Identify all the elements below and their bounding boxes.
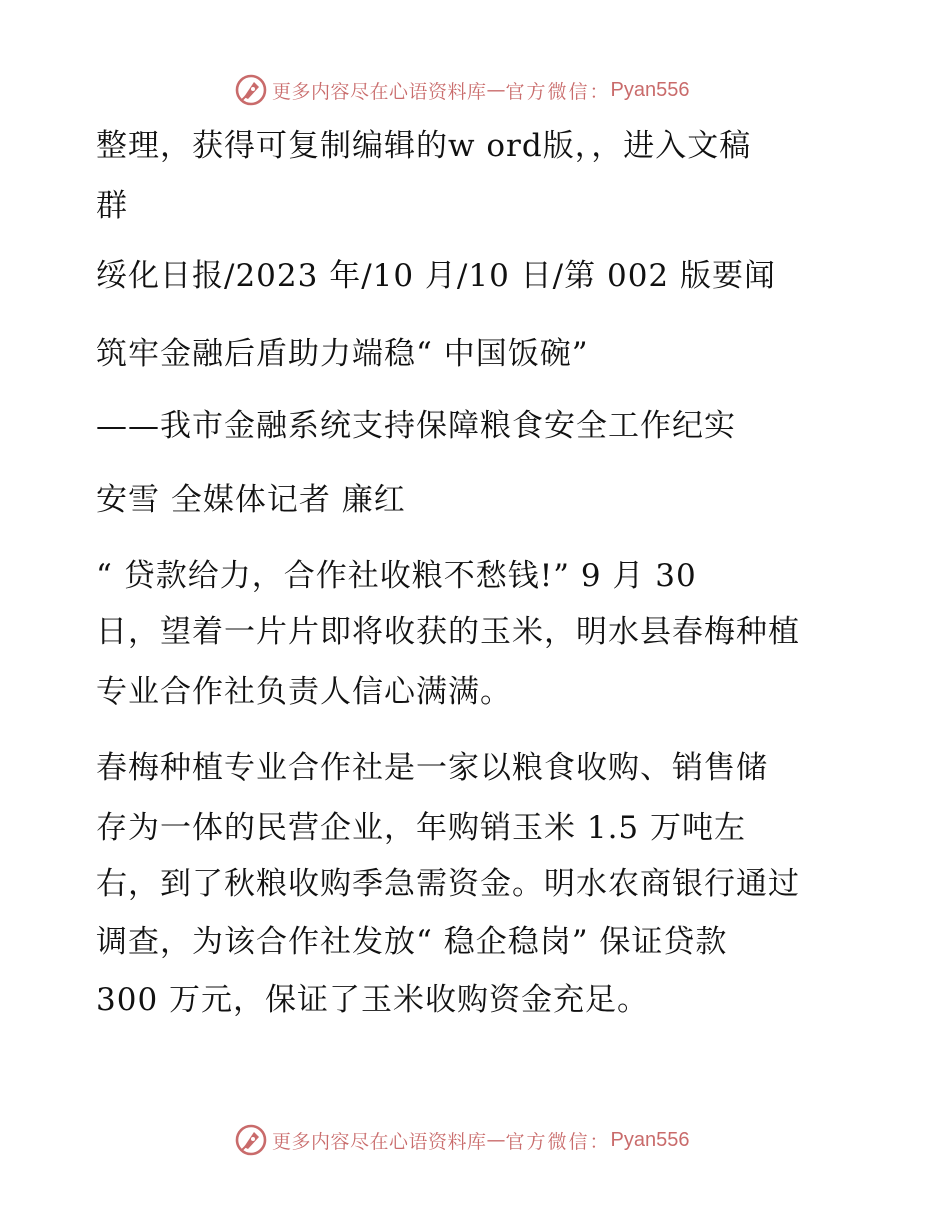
body-line-9: 专业合作社负责人信心满满。 <box>96 674 512 710</box>
footer-watermark <box>234 1122 690 1158</box>
body-line-8: 日，望着一片片即将收获的玉米，明水县春梅种植 <box>96 614 800 650</box>
article-title: 筑牢金融后盾助力端稳“ 中国饭碗” <box>96 336 589 372</box>
body-line-11: 存为一体的民营企业，年购销玉米 1.5 万吨左 <box>96 810 747 846</box>
article-subtitle: ——我市金融系统支持保障粮食安全工作纪实 <box>96 408 736 444</box>
article-byline: 安雪 全媒体记者 廉红 <box>96 482 406 518</box>
watermark-brand: 更多内容尽在心语资料库 <box>272 80 487 103</box>
header-watermark <box>234 72 690 108</box>
body-line-13: 调查，为该合作社发放“ 稳企稳岗” 保证贷款 <box>96 924 728 960</box>
pen-nib-logo-icon <box>234 1123 268 1157</box>
watermark-brand: 更多内容尽在心语资料库 <box>272 1130 487 1153</box>
watermark-official-label: 官方微信： <box>505 80 611 103</box>
body-line-1: 整理，获得可复制编辑的w ord版，，进入文稿 <box>96 128 752 164</box>
pen-nib-logo-icon <box>234 73 268 107</box>
body-line-7: “ 贷款给力，合作社收粮不愁钱!” 9 月 30 <box>96 558 697 594</box>
watermark-wechat-id: Pyan556 <box>610 78 690 101</box>
body-line-2: 群 <box>96 188 128 224</box>
watermark-official-label: 官方微信： <box>505 1130 611 1153</box>
newspaper-dateline: 绥化日报/2023 年/10 月/10 日/第 002 版要闻 <box>96 258 777 294</box>
watermark-wechat-id: Pyan556 <box>610 1128 690 1151</box>
body-line-10: 春梅种植专业合作社是一家以粮食收购、销售储 <box>96 750 768 786</box>
watermark-separator: — <box>486 79 506 101</box>
body-line-14: 300 万元，保证了玉米收购资金充足。 <box>96 982 650 1018</box>
body-line-12: 右，到了秋粮收购季急需资金。明水农商银行通过 <box>96 866 800 902</box>
watermark-separator: — <box>486 1129 506 1151</box>
